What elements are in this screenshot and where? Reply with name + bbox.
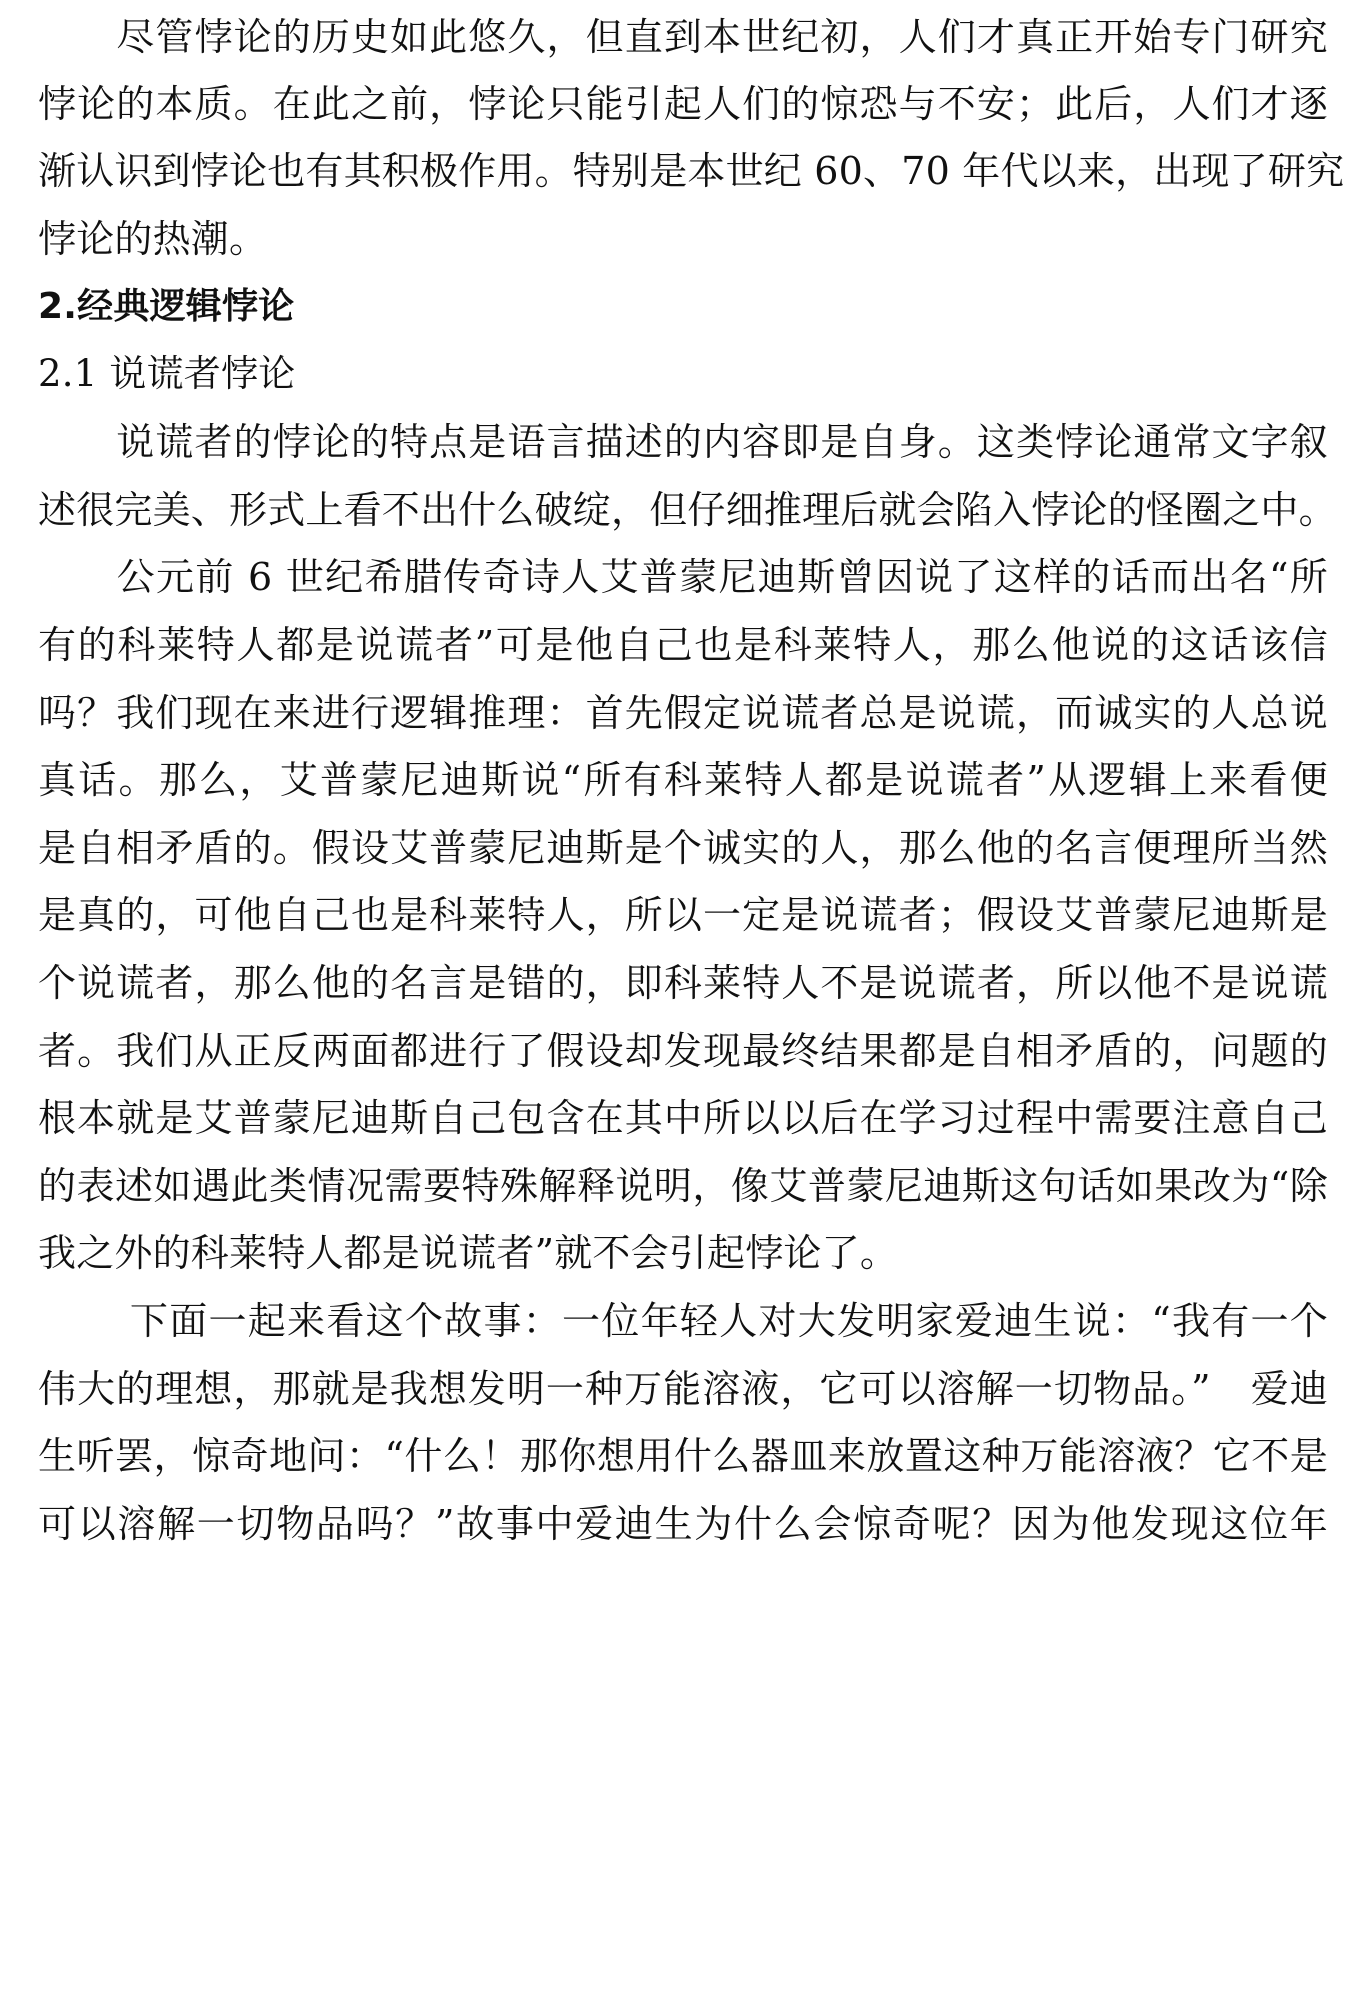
- paragraph-3-line-9: 根本就是艾普蒙尼迪斯自己包含在其中所以以后在学习过程中需要注意自己: [38, 1096, 1328, 1140]
- paragraph-3-line-8: 者。我们从正反两面都进行了假设却发现最终结果都是自相矛盾的，问题的: [38, 1029, 1328, 1073]
- paragraph-1-line-4: 悖论的热潮。: [38, 217, 268, 261]
- subsection-heading: 2.1 说谎者悖论: [38, 352, 296, 395]
- paragraph-3-line-2: 有的科莱特人都是说谎者”可是他自己也是科莱特人，那么他说的这话该信: [38, 623, 1328, 667]
- paragraph-2-line-1: 说谎者的悖论的特点是语言描述的内容即是自身。这类悖论通常文字叙: [38, 420, 1328, 464]
- paragraph-3-line-7: 个说谎者，那么他的名言是错的，即科莱特人不是说谎者，所以他不是说谎: [38, 961, 1328, 1005]
- paragraph-4-line-1: 下面一起来看这个故事：一位年轻人对大发明家爱迪生说：“我有一个: [38, 1299, 1328, 1343]
- paragraph-3-line-1: 公元前 6 世纪希腊传奇诗人艾普蒙尼迪斯曾因说了这样的话而出名“所: [38, 555, 1328, 599]
- paragraph-4-line-4: 可以溶解一切物品吗？”故事中爱迪生为什么会惊奇呢？因为他发现这位年: [38, 1502, 1328, 1546]
- section-heading: 2.经典逻辑悖论: [38, 286, 295, 327]
- paragraph-3-line-11: 我之外的科莱特人都是说谎者”就不会引起悖论了。: [38, 1231, 899, 1275]
- paragraph-3-line-10: 的表述如遇此类情况需要特殊解释说明，像艾普蒙尼迪斯这句话如果改为“除: [38, 1164, 1328, 1208]
- paragraph-3-line-4: 真话。那么，艾普蒙尼迪斯说“所有科莱特人都是说谎者”从逻辑上来看便: [38, 758, 1328, 802]
- paragraph-4-line-2: 伟大的理想，那就是我想发明一种万能溶液，它可以溶解一切物品。” 爱迪: [38, 1367, 1328, 1411]
- paragraph-3-line-5: 是自相矛盾的。假设艾普蒙尼迪斯是个诚实的人，那么他的名言便理所当然: [38, 826, 1328, 870]
- paragraph-4-line-3: 生听罢，惊奇地问：“什么！那你想用什么器皿来放置这种万能溶液？它不是: [38, 1434, 1328, 1478]
- paragraph-3-line-3: 吗？我们现在来进行逻辑推理：首先假定说谎者总是说谎，而诚实的人总说: [38, 691, 1328, 735]
- paragraph-1-line-2: 悖论的本质。在此之前，悖论只能引起人们的惊恐与不安；此后，人们才逐: [38, 82, 1328, 126]
- paragraph-3-line-6: 是真的，可他自己也是科莱特人，所以一定是说谎者；假设艾普蒙尼迪斯是: [38, 893, 1328, 937]
- paragraph-2-line-2: 述很完美、形式上看不出什么破绽，但仔细推理后就会陷入悖论的怪圈之中。: [38, 488, 1337, 532]
- paragraph-1-line-1: 尽管悖论的历史如此悠久，但直到本世纪初，人们才真正开始专门研究: [38, 15, 1328, 59]
- paragraph-1-line-3: 渐认识到悖论也有其积极作用。特别是本世纪 60、70 年代以来，出现了研究: [38, 149, 1345, 193]
